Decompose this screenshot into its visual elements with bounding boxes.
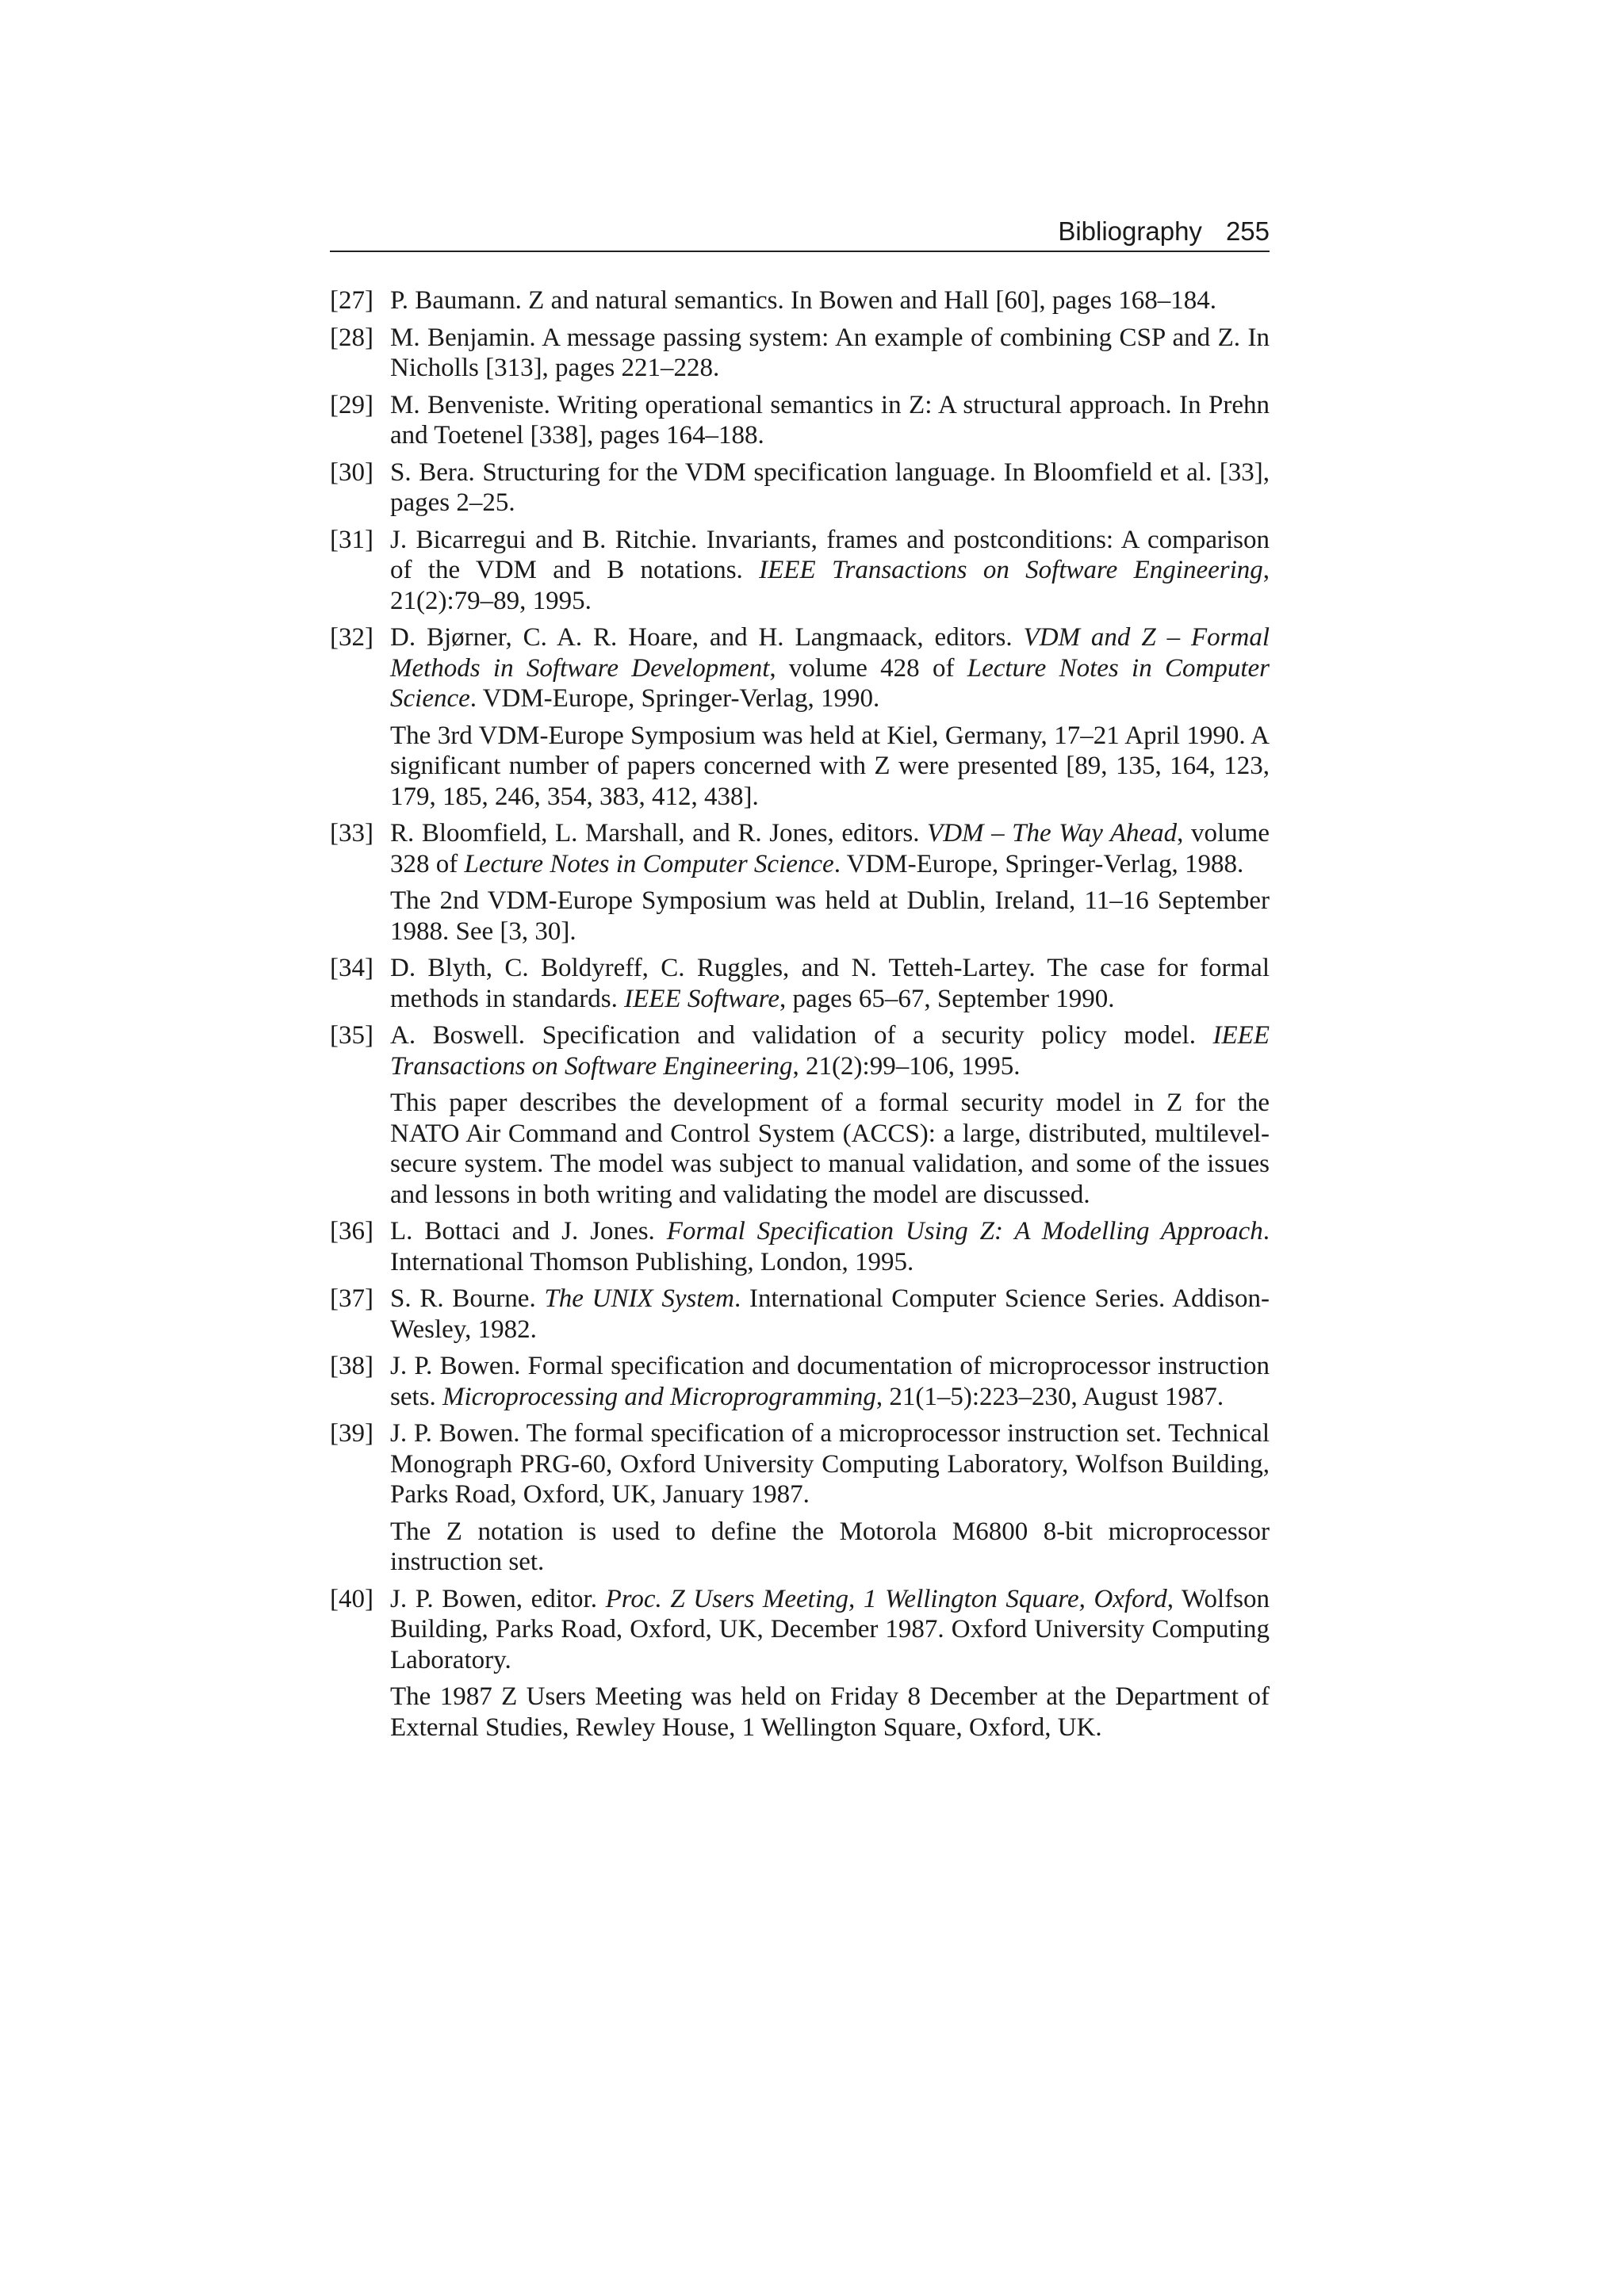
bib-entry (330, 1584, 1270, 1743)
bib-entry-number: [27] (330, 286, 373, 315)
bib-entry-body (390, 1216, 1270, 1277)
citation-title-italic: The UNIX System (544, 1284, 735, 1313)
citation-text: M. Benjamin. A message passing system: An example of combining CSP and Z. In Nicholls [313], pages 221–228. (390, 323, 1270, 382)
bib-entry (330, 953, 1270, 1014)
bib-entry-number: [34] (330, 954, 373, 982)
bibliography-list (330, 285, 1270, 1749)
bib-entry (330, 1216, 1270, 1277)
bib-citation (390, 1418, 1270, 1510)
citation-title-italic: IEEE Transactions on Software Engineering (390, 1021, 1270, 1081)
bib-citation (390, 1216, 1270, 1277)
citation-text: L. Bottaci and J. Jones. (390, 1217, 667, 1246)
bib-entry (330, 525, 1270, 617)
bib-citation (390, 323, 1270, 384)
citation-title-italic: VDM – The Way Ahead (927, 819, 1178, 848)
bib-citation (390, 1584, 1270, 1676)
citation-title-italic: Lecture Notes in Computer Science (390, 653, 1270, 713)
citation-text: , 21(2):79–89, 1995. (390, 556, 1270, 615)
citation-text: A. Boswell. Specification and validation of a security policy model. (390, 1021, 1213, 1050)
bib-entry (330, 457, 1270, 519)
bib-annotation: The 1987 Z Users Meeting was held on Friday 8 December at the Department of External Studies, Rewley House, 1 Wellington Square, Oxford, UK. (390, 1682, 1270, 1742)
citation-text: , 21(1–5):223–230, August 1987. (875, 1382, 1224, 1411)
citation-text: , volume 328 of (390, 819, 1270, 878)
bib-annotation: The 2nd VDM-Europe Symposium was held at Dublin, Ireland, 11–16 September 1988. See [3, 30]. (390, 886, 1270, 946)
bib-entry-body (390, 953, 1270, 1014)
citation-title-italic: Lecture Notes in Computer Science (464, 849, 834, 878)
bib-entry-number: [31] (330, 525, 373, 554)
citation-title-italic: IEEE Software (624, 984, 779, 1013)
citation-text: , Wolfson Building, Parks Road, Oxford, UK, December 1987. Oxford University Computing Laboratory. (390, 1584, 1270, 1674)
bib-entry-body (390, 818, 1270, 947)
citation-text: D. Blyth, C. Boldyreff, C. Ruggles, and N. Tetteh-Lartey. The case for formal methods in standards. (390, 954, 1270, 1013)
bib-citation (390, 1284, 1270, 1345)
citation-text: S. R. Bourne. (390, 1284, 545, 1313)
citation-title-italic: VDM and Z – Formal Methods in Software Development (390, 623, 1270, 683)
bib-entry-body (390, 390, 1270, 451)
bib-entry-number: [30] (330, 457, 373, 487)
citation-text: . International Computer Science Series. Addison-Wesley, 1982. (390, 1284, 1270, 1344)
bib-entry-body (390, 622, 1270, 812)
citation-text: S. Bera. Structuring for the VDM specification language. In Bloomfield et al. [33], pages 2–25. (390, 457, 1270, 517)
citation-text: , volume 428 of (769, 653, 967, 683)
bib-entry (330, 390, 1270, 451)
citation-text: D. Bjørner, C. A. R. Hoare, and H. Langmaack, editors. (390, 623, 1024, 652)
bib-citation (390, 525, 1270, 617)
bib-entry-body (390, 1020, 1270, 1210)
running-header (330, 211, 1270, 252)
bib-citation (390, 285, 1270, 316)
bib-entry-number: [33] (330, 819, 373, 848)
bib-entry-number: [38] (330, 1352, 373, 1380)
citation-title-italic: Formal Specification Using Z: A Modelling Approach (666, 1217, 1263, 1246)
bib-entry (330, 622, 1270, 812)
citation-text: J. P. Bowen. Formal specification and documentation of microprocessor instruction sets. (390, 1352, 1270, 1411)
bib-entry-number: [29] (330, 390, 373, 419)
bib-entry-body (390, 1418, 1270, 1578)
bib-annotation: This paper describes the development of a formal security model in Z for the NATO Air Command and Control System (ACCS): a large, distributed, multilevel-secure system. The model was subject to manual validation, and some of the issues and lessons in both writing and validating the model are discussed. (390, 1089, 1270, 1209)
bib-entry-number: [37] (330, 1284, 373, 1313)
bib-citation (390, 622, 1270, 714)
citation-text: . VDM-Europe, Springer-Verlag, 1988. (833, 849, 1244, 878)
citation-title-italic: Proc. Z Users Meeting, 1 Wellington Square, Oxford (605, 1584, 1167, 1613)
citation-text: J. P. Bowen. The formal specification of a microprocessor instruction set. Technical Monograph PRG-60, Oxford University Computing Laboratory, Wolfson Building, Parks Road, Oxford, UK, January 1987. (390, 1419, 1270, 1509)
bib-entry-number: [36] (330, 1217, 373, 1246)
citation-title-italic: IEEE Transactions on Software Engineering (759, 556, 1263, 584)
citation-text: J. P. Bowen, editor. (390, 1584, 606, 1613)
bib-entry-body (390, 323, 1270, 384)
bib-entry (330, 1284, 1270, 1345)
citation-text: R. Bloomfield, L. Marshall, and R. Jones, editors. (390, 819, 928, 848)
bib-entry-body (390, 1351, 1270, 1412)
bib-entry-number: [35] (330, 1021, 373, 1050)
bib-citation (390, 1351, 1270, 1412)
bib-entry (330, 1020, 1270, 1210)
bib-entry (330, 818, 1270, 947)
bib-entry-body (390, 457, 1270, 519)
bib-annotation: The Z notation is used to define the Motorola M6800 8-bit microprocessor instruction set. (390, 1517, 1270, 1576)
bib-citation (390, 390, 1270, 451)
bib-entry-body (390, 1584, 1270, 1743)
citation-text: P. Baumann. Z and natural semantics. In Bowen and Hall [60], pages 168–184. (390, 286, 1217, 315)
citation-text: . International Thomson Publishing, London, 1995. (390, 1217, 1270, 1276)
citation-text: , pages 65–67, September 1990. (779, 984, 1115, 1013)
citation-text: . VDM-Europe, Springer-Verlag, 1990. (469, 684, 880, 713)
citation-text: M. Benveniste. Writing operational semantics in Z: A structural approach. In Prehn and Toetenel [338], pages 164–188. (390, 390, 1270, 450)
bib-annotation: The 3rd VDM-Europe Symposium was held at Kiel, Germany, 17–21 April 1990. A significant number of papers concerned with Z were presented [89, 135, 164, 123, 179, 185, 246, 354, 383, 412, 438]. (390, 721, 1270, 811)
bib-entry-number: [40] (330, 1584, 373, 1613)
citation-title-italic: Microprocessing and Microprogramming (442, 1382, 876, 1411)
page-number: 255 (1225, 216, 1270, 246)
bib-entry (330, 1351, 1270, 1412)
bib-entry-number: [39] (330, 1419, 373, 1448)
bib-citation (390, 953, 1270, 1014)
bib-entry-body (390, 1284, 1270, 1345)
bib-citation (390, 818, 1270, 879)
bib-entry (330, 1418, 1270, 1578)
bib-citation (390, 1020, 1270, 1081)
header-title: Bibliography (1058, 216, 1202, 246)
citation-text: , 21(2):99–106, 1995. (792, 1051, 1021, 1081)
citation-text: J. Bicarregui and B. Ritchie. Invariants, frames and postconditions: A comparison of the VDM and B notations. (390, 525, 1270, 584)
bib-entry-body (390, 525, 1270, 617)
bib-entry-number: [28] (330, 323, 373, 352)
bib-entry-number: [32] (330, 623, 373, 652)
bib-entry (330, 285, 1270, 316)
bib-entry-body (390, 285, 1270, 316)
bib-citation (390, 457, 1270, 519)
bib-entry (330, 323, 1270, 384)
